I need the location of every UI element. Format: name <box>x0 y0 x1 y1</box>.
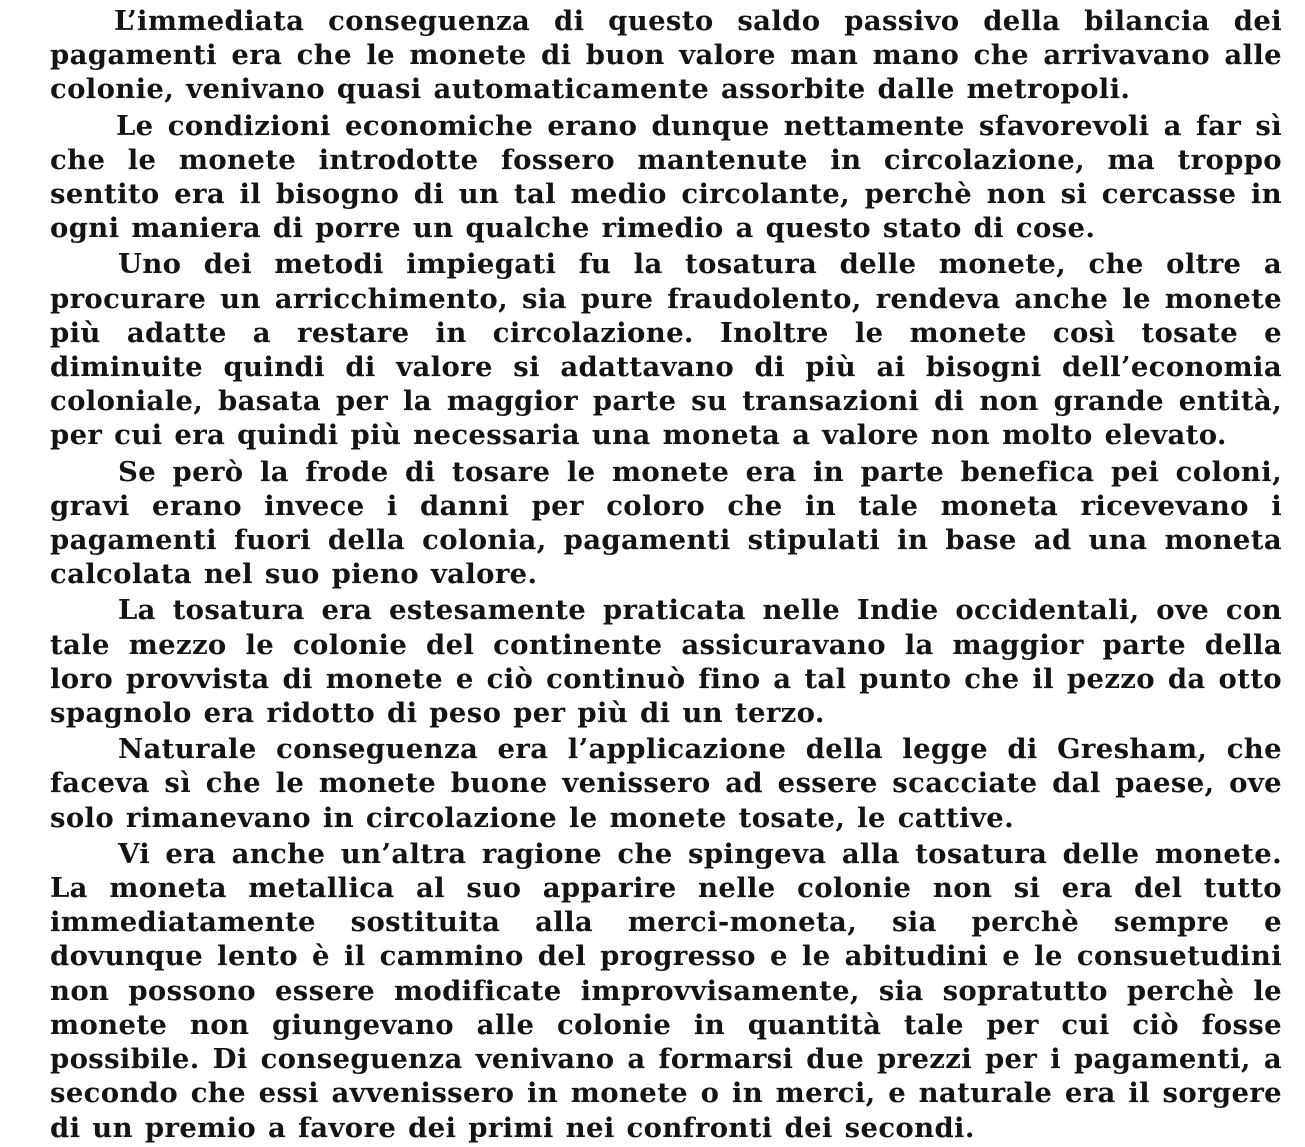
paragraph: Uno dei metodi impiegati fu la tosatura delle monete, che oltre a procurare un arricchimento, sia pure fraudolento, rendeva anche le monete più adatte a restare in circolazione. Inoltre le monete così tosate e diminuite quindi di valore si adattavano di più ai bisogni dell’economia coloniale, basata per la maggior parte su transazioni di non grande entità, per cui era quindi più necessaria una moneta a valore non molto elevato. <box>50 248 1282 452</box>
paragraph: Naturale conseguenza era l’applicazione della legge di Gresham, che faceva sì che le monete buone venissero ad essere scacciate dal paese, ove solo rimanevano in circolazione le monete tosate, le cattive. <box>50 733 1282 834</box>
paragraph: L’immediata conseguenza di questo saldo passivo della bilancia dei pagamenti era che le monete di buon valore man mano che arrivavano alle colonie, venivano quasi automaticamente assorbite dalle metropoli. <box>50 5 1282 106</box>
paragraph: Se però la frode di tosare le monete era in parte benefica pei coloni, gravi erano invece i danni per coloro che in tale moneta ricevevano i pagamenti fuori della colonia, pagamenti stipulati in base ad una moneta calcolata nel suo pieno valore. <box>50 455 1282 591</box>
document-page <box>50 4 1282 1147</box>
paragraph: Vi era anche un’altra ragione che spingeva alla tosatura delle monete. La moneta metallica al suo apparire nelle colonie non si era del tutto immediatamente sostituita alla merci-moneta, sia perchè sempre e dovunque lento è il cammino del progresso e le abitudini e le consuetudini non possono essere modificate improvvisamente, sia sopratutto perchè le monete non giungevano alle colonie in quantità tale per cui ciò fosse possibile. Di conseguenza venivano a formarsi due prezzi per i pagamenti, a secondo che essi avvenissero in monete o in merci, e naturale era il sorgere di un premio a favore dei primi nei confronti dei secondi. <box>50 837 1282 1144</box>
paragraph: Le condizioni economiche erano dunque nettamente sfavorevoli a far sì che le monete introdotte fossero mantenute in circolazione, ma troppo sentito era il bisogno di un tal medio circolante, perchè non si cercasse in ogni maniera di porre un qualche rimedio a questo stato di cose. <box>50 109 1282 245</box>
paragraph: La tosatura era estesamente praticata nelle Indie occidentali, ove con tale mezzo le colonie del continente assicuravano la maggior parte della loro provvista di monete e ciò continuò fino a tal punto che il pezzo da otto spagnolo era ridotto di peso per più di un terzo. <box>50 594 1282 730</box>
